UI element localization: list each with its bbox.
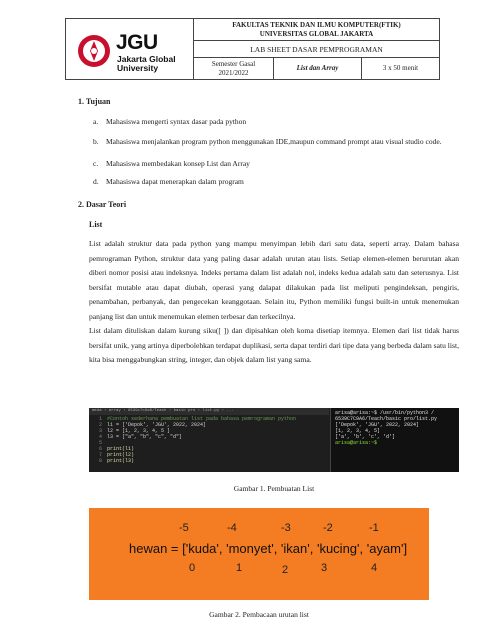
code-line: #Contoh sederhana pembuatan list pada bahasa pemrograman python	[107, 416, 297, 422]
list-expression: hewan = ['kuda', 'monyet', 'ikan', 'kucing', 'ayam']	[129, 541, 408, 556]
header-university: FAKULTAS TEKNIK DAN ILMU KOMPUTER(FTIK) UNIVERSITAS GLOBAL JAKARTA	[194, 19, 439, 41]
figure-caption: Gambar 1. Pembuatan List	[233, 484, 315, 493]
list-item: b. Mahasiswa menjalankan program python menggunakan IDE,maupun command prompt atau visual studio code.	[93, 137, 442, 146]
line-number: 5	[98, 440, 102, 446]
code-editor	[89, 415, 329, 472]
logo-subtitle: Jakarta Global University	[117, 54, 176, 73]
code-line: l2 = [1, 2, 3, 4, 5 ]	[107, 428, 171, 434]
line-number: 2	[98, 422, 102, 428]
terminal-line: ['a', 'b', 'c', 'd']	[335, 434, 396, 440]
negative-index: -4	[227, 522, 237, 534]
line-number: 8	[98, 458, 102, 464]
paragraph: List dalam dituliskan dalam kurung siku([ ]) dan dipisahkan oleh koma disetiap itemnya. Elemen dari list tidak harus bersifat unik, yang artinya diperbolehkan terdapat duplikasi, serta dapat terdiri dari tipe data yang berbeda dalam satu list, kita bisa menggabungkan string, integer, dan objek dalam list yang sama.	[89, 326, 459, 364]
negative-index: -1	[369, 522, 379, 534]
terminal-line: ['Depok', 'JGU', 2022, 2024]	[335, 422, 420, 428]
terminal-line: 6539C7C9A6/Teach/basic pro/list.py	[335, 416, 438, 422]
code-line: print(l2)	[107, 452, 135, 458]
body-text	[89, 237, 459, 368]
line-number: 7	[98, 452, 102, 458]
terminal-line: [1, 2, 3, 4, 5]	[335, 428, 381, 434]
logo-text: JGU	[116, 31, 158, 54]
list-item: d. Mahasiswa dapat menerapkan dalam program	[93, 177, 244, 186]
negative-index: -2	[323, 522, 333, 534]
subsection-list-title: List	[89, 220, 103, 229]
code-line: print(l3)	[107, 458, 135, 464]
line-number: 4	[98, 434, 102, 440]
header-lab-sheet: LAB SHEET DASAR PEMPROGRAMAN	[194, 41, 439, 58]
header-topic: List dan Array	[274, 58, 362, 79]
section-dasar-teori-title: 2. Dasar Teori	[78, 200, 127, 209]
positive-index: 1	[236, 562, 243, 574]
header-duration: 3 x 50 menit	[382, 64, 419, 72]
paragraph: List adalah struktur data pada python yang mampu menyimpan lebih dari satu data, seperti array. Dalam bahasa pemrograman Python, struktur data yang paling dasar adalah urutan atau lists. Setiap elemen-elemen berurutan akan diberi nomor posisi atau indeksnya. Indeks pertama dalam list adalah nol, indeks kedua adalah satu dan seterusnya. List bersifat mutable atau dapat diubah, operasi yang dalapat dilakukan pada list meliputi pengindeksan, pengiris, penambahan, perbanyak, dan pengecekan keanggotaan. Selain itu, Python memiliki fungsi built-in untuk menemukan panjang list dan untuk menemukan elemen terbesar dan terkecilnya.	[89, 239, 459, 321]
positive-index: 2	[282, 564, 289, 576]
terminal-line: arisa@arisa:~$	[335, 440, 381, 446]
list-item: a. Mahasiswa mengerti syntax dasar pada python	[93, 117, 247, 126]
line-number: 6	[98, 446, 102, 452]
jgu-logo-icon	[76, 33, 112, 69]
code-line: l3 = ["a", "b", "c", "d"]	[107, 434, 183, 440]
negative-index: -5	[179, 522, 189, 534]
terminal-panel[interactable]	[330, 408, 459, 472]
figure-caption: Gambar 2. Pembacaan urutan list	[209, 610, 309, 619]
line-number: 3	[98, 428, 102, 434]
header-meta-row	[194, 58, 439, 79]
header-semester: Semester Gasal 2021/2022	[194, 58, 274, 79]
code-screenshot	[89, 408, 459, 472]
editor-tabbar: meda › array › 6539c7c9a6/Teach › basic pro › list.py › ...	[89, 408, 329, 415]
positive-index: 4	[371, 562, 378, 574]
header-table	[65, 18, 440, 80]
list-index-figure	[89, 508, 429, 600]
section-tujuan-title: 1. Tujuan	[78, 97, 111, 106]
logo-cell	[66, 19, 194, 79]
positive-index: 3	[321, 562, 328, 574]
negative-index: -3	[281, 522, 291, 534]
terminal-line: arisa@arisa:~$ /usr/bin/python3 /	[335, 410, 435, 416]
list-item: c. Mahasiswa membedakan konsep List dan Array	[93, 159, 250, 168]
code-line: l1 = ['Depok', 'JGU', 2022, 2024]	[107, 422, 207, 428]
positive-index: 0	[189, 562, 196, 574]
code-line: print(l1)	[107, 446, 135, 452]
line-number: 1	[98, 416, 102, 422]
